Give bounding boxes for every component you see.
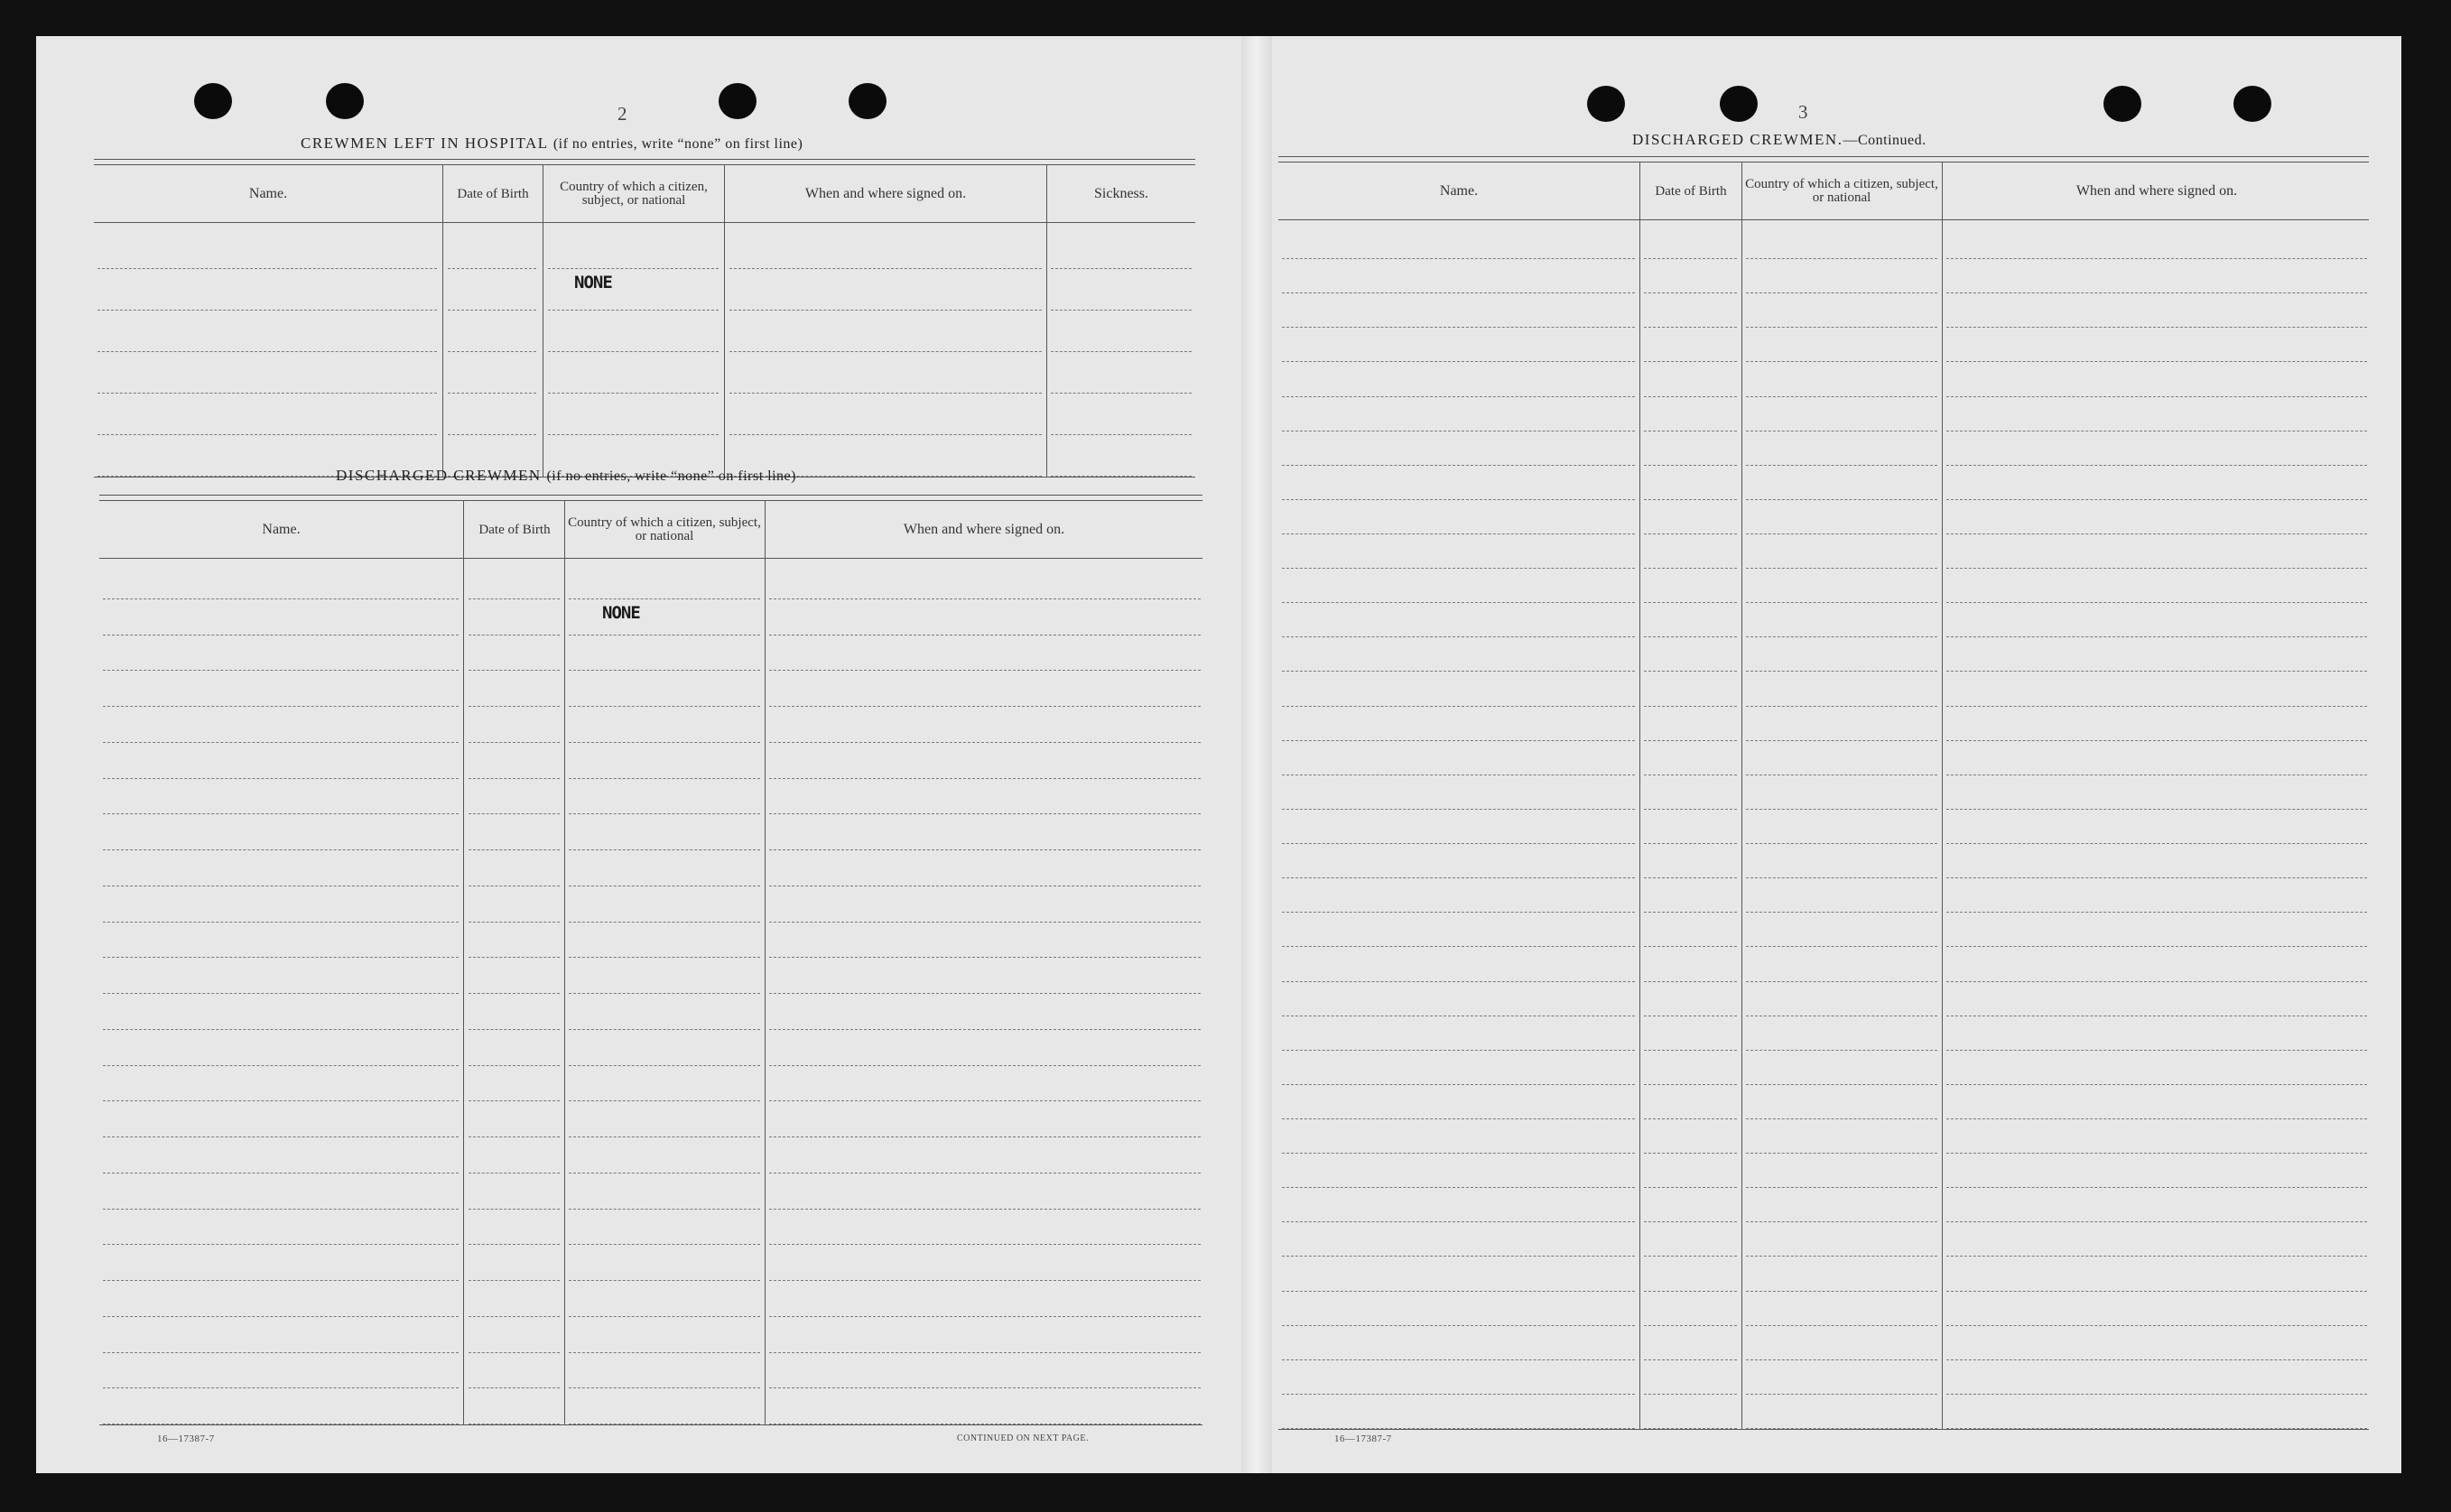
entry-row-line	[1051, 434, 1192, 435]
entry-row-line	[569, 957, 760, 958]
ledger-sheet	[36, 36, 2401, 1473]
entry-row-line	[1746, 1394, 1937, 1395]
entry-row-line	[1746, 327, 1937, 328]
entry-row-line	[103, 670, 459, 671]
entry-row-line	[1746, 706, 1937, 707]
entry-row-line	[448, 310, 536, 311]
hospital-section-title: CREWMEN LEFT IN HOSPITAL (if no entries, write “none” on first line)	[301, 135, 803, 152]
entry-row-line	[1946, 946, 2367, 947]
punch-hole	[2103, 86, 2141, 122]
entry-row-line	[1282, 1291, 1635, 1292]
entry-row-line	[469, 813, 560, 814]
entry-row-line	[569, 1100, 760, 1101]
entry-row-line	[1282, 912, 1635, 913]
entry-row-line	[1644, 740, 1737, 741]
entry-row-line	[97, 268, 437, 269]
entry-row-line	[1746, 258, 1937, 259]
punch-hole	[1587, 86, 1625, 122]
punch-hole	[849, 83, 887, 119]
entry-row-line	[1282, 1428, 1635, 1429]
col-header-name: Name.	[1439, 183, 1479, 199]
entry-row-line	[1946, 1256, 2367, 1257]
entry-row-line	[469, 1209, 560, 1210]
entry-row-line	[1644, 1256, 1737, 1257]
entry-row-line	[1746, 1187, 1937, 1188]
entry-row-line	[1282, 740, 1635, 741]
entry-row-line	[1282, 568, 1635, 569]
entry-row-line	[1644, 499, 1737, 500]
entry-row-line	[103, 598, 459, 599]
entry-row-line	[1282, 327, 1635, 328]
entry-row-line	[1946, 396, 2367, 397]
entry-row-line	[569, 1352, 760, 1353]
entry-row-line	[729, 393, 1042, 394]
entry-row-line	[97, 393, 437, 394]
entry-row-line	[1746, 533, 1937, 534]
entry-row-line	[97, 351, 437, 352]
entry-row-line	[1746, 1221, 1937, 1222]
entry-row-line	[469, 1280, 560, 1281]
entry-row-line	[1051, 393, 1192, 394]
entry-row-line	[103, 1280, 459, 1281]
entry-row-line	[469, 1352, 560, 1353]
discharged-table-left	[99, 495, 1202, 1426]
center-fold	[1241, 36, 1272, 1473]
entry-row-line	[729, 351, 1042, 352]
entry-row-line	[569, 1280, 760, 1281]
entry-row-line	[769, 813, 1201, 814]
entry-row-line	[1946, 1221, 2367, 1222]
none-stamp: NONE	[574, 273, 612, 292]
entry-row-line	[469, 1065, 560, 1066]
entry-row-line	[1746, 981, 1937, 982]
entry-row-line	[1282, 1256, 1635, 1257]
entry-row-line	[569, 706, 760, 707]
entry-row-line	[1946, 877, 2367, 878]
discharged-table-right	[1278, 156, 2369, 1431]
entry-row-line	[97, 434, 437, 435]
entry-row-line	[448, 393, 536, 394]
entry-row-line	[1946, 843, 2367, 844]
entry-row-line	[769, 849, 1201, 850]
entry-row-line	[469, 1244, 560, 1245]
col-header-sickness: Sickness.	[1094, 186, 1148, 201]
entry-row-line	[1644, 1153, 1737, 1154]
entry-row-line	[1282, 361, 1635, 362]
entry-row-line	[569, 778, 760, 779]
entry-row-line	[103, 778, 459, 779]
entry-row-line	[448, 434, 536, 435]
entry-row-line	[569, 1387, 760, 1388]
entry-row-line	[1746, 1050, 1937, 1051]
entry-row-line	[1644, 1325, 1737, 1326]
entry-row-line	[1946, 912, 2367, 913]
entry-row-line	[729, 268, 1042, 269]
entry-row-line	[1282, 258, 1635, 259]
entry-row-line	[103, 1100, 459, 1101]
entry-row-line	[1282, 706, 1635, 707]
entry-row-line	[1282, 671, 1635, 672]
entry-row-line	[1946, 292, 2367, 293]
entry-row-line	[1746, 465, 1937, 466]
entry-row-line	[1644, 568, 1737, 569]
entry-row-line	[1746, 361, 1937, 362]
entry-row-line	[448, 351, 536, 352]
col-header-name: Name.	[248, 186, 288, 201]
entry-row-line	[1644, 292, 1737, 293]
entry-row-line	[1946, 1187, 2367, 1188]
entry-row-line	[1746, 1256, 1937, 1257]
entry-row-line	[1946, 499, 2367, 500]
col-header-country: Country of which a citizen, subject, or national	[560, 180, 708, 208]
entry-row-line	[469, 922, 560, 923]
entry-row-line	[1282, 1084, 1635, 1085]
entry-row-line	[569, 813, 760, 814]
entry-row-line	[103, 1029, 459, 1030]
entry-row-line	[1946, 1050, 2367, 1051]
entry-row-line	[1282, 877, 1635, 878]
entry-row-line	[569, 993, 760, 994]
entry-row-line	[548, 310, 719, 311]
entry-row-line	[769, 1280, 1201, 1281]
entry-row-line	[1282, 1359, 1635, 1360]
col-header-signed-on: When and where signed on.	[804, 186, 967, 201]
entry-row-line	[1282, 1118, 1635, 1119]
entry-row-line	[1644, 465, 1737, 466]
entry-row-line	[103, 706, 459, 707]
entry-row-line	[548, 268, 719, 269]
entry-row-line	[1946, 671, 2367, 672]
entry-row-line	[769, 993, 1201, 994]
col-header-signed-on: When and where signed on.	[903, 522, 1065, 537]
entry-row-line	[548, 351, 719, 352]
entry-row-line	[769, 1244, 1201, 1245]
entry-row-line	[769, 1029, 1201, 1030]
entry-row-line	[1282, 636, 1635, 637]
entry-row-line	[469, 957, 560, 958]
entry-row-line	[1746, 809, 1937, 810]
entry-row-line	[1282, 809, 1635, 810]
entry-row-line	[1946, 981, 2367, 982]
entry-row-line	[769, 670, 1201, 671]
entry-row-line	[1746, 396, 1937, 397]
entry-row-line	[769, 1209, 1201, 1210]
col-header-date-of-birth: Date of Birth	[457, 186, 529, 201]
entry-row-line	[469, 993, 560, 994]
entry-row-line	[1644, 981, 1737, 982]
col-header-name: Name.	[262, 522, 301, 537]
col-header-country: Country of which a citizen, subject, or national	[1745, 177, 1938, 205]
entry-row-line	[103, 1352, 459, 1353]
entry-row-line	[1746, 671, 1937, 672]
entry-row-line	[1282, 602, 1635, 603]
entry-row-line	[103, 1387, 459, 1388]
entry-row-line	[1644, 1084, 1737, 1085]
hospital-table	[94, 159, 1195, 482]
entry-row-line	[1282, 981, 1635, 982]
entry-row-line	[569, 1209, 760, 1210]
entry-row-line	[1644, 361, 1737, 362]
entry-row-line	[1282, 465, 1635, 466]
entry-row-line	[1946, 327, 2367, 328]
entry-row-line	[1051, 476, 1192, 477]
punch-hole	[326, 83, 364, 119]
page-number-left: 2	[617, 103, 627, 125]
entry-row-line	[1644, 1428, 1737, 1429]
entry-row-line	[1644, 602, 1737, 603]
entry-row-line	[1946, 636, 2367, 637]
entry-row-line	[1746, 1325, 1937, 1326]
entry-row-line	[569, 1136, 760, 1137]
discharged-section-title: DISCHARGED CREWMEN (if no entries, write “none” on first line)	[336, 467, 796, 484]
entry-row-line	[1746, 1118, 1937, 1119]
entry-row-line	[1946, 1291, 2367, 1292]
entry-row-line	[103, 922, 459, 923]
none-stamp: NONE	[602, 603, 640, 623]
entry-row-line	[1946, 465, 2367, 466]
entry-row-line	[1946, 1359, 2367, 1360]
discharged-continued-title: DISCHARGED CREWMEN.—Continued.	[1632, 131, 1926, 148]
entry-row-line	[469, 1136, 560, 1137]
entry-row-line	[1946, 1325, 2367, 1326]
entry-row-line	[103, 1209, 459, 1210]
entry-row-line	[1282, 1221, 1635, 1222]
entry-row-line	[103, 1316, 459, 1317]
entry-row-line	[469, 1100, 560, 1101]
entry-row-line	[769, 922, 1201, 923]
entry-row-line	[469, 742, 560, 743]
entry-row-line	[1746, 946, 1937, 947]
entry-row-line	[769, 1352, 1201, 1353]
entry-row-line	[1282, 499, 1635, 500]
entry-row-line	[569, 1065, 760, 1066]
entry-row-line	[1946, 361, 2367, 362]
entry-row-line	[1946, 1118, 2367, 1119]
entry-row-line	[1746, 1291, 1937, 1292]
col-header-country: Country of which a citizen, subject, or national	[568, 515, 761, 543]
entry-row-line	[1746, 1084, 1937, 1085]
entry-row-line	[1746, 1428, 1937, 1429]
entry-row-line	[569, 849, 760, 850]
entry-row-line	[1644, 1187, 1737, 1188]
entry-row-line	[1282, 843, 1635, 844]
entry-row-line	[1644, 1394, 1737, 1395]
entry-row-line	[1746, 602, 1937, 603]
entry-row-line	[103, 993, 459, 994]
entry-row-line	[1946, 1394, 2367, 1395]
entry-row-line	[569, 922, 760, 923]
entry-row-line	[769, 1316, 1201, 1317]
entry-row-line	[1644, 1221, 1737, 1222]
entry-row-line	[97, 310, 437, 311]
col-header-signed-on: When and where signed on.	[2075, 183, 2238, 199]
entry-row-line	[1946, 706, 2367, 707]
entry-row-line	[1051, 351, 1192, 352]
entry-row-line	[103, 957, 459, 958]
entry-row-line	[769, 598, 1201, 599]
entry-row-line	[1946, 1428, 2367, 1429]
entry-row-line	[469, 1029, 560, 1030]
entry-row-line	[1282, 292, 1635, 293]
entry-row-line	[103, 849, 459, 850]
punch-hole	[194, 83, 232, 119]
entry-row-line	[103, 742, 459, 743]
entry-row-line	[469, 670, 560, 671]
entry-row-line	[1644, 1050, 1737, 1051]
entry-row-line	[569, 670, 760, 671]
entry-row-line	[1644, 809, 1737, 810]
entry-row-line	[769, 957, 1201, 958]
entry-row-line	[448, 268, 536, 269]
entry-row-line	[1746, 740, 1937, 741]
entry-row-line	[469, 1387, 560, 1388]
entry-row-line	[569, 742, 760, 743]
entry-row-line	[729, 310, 1042, 311]
punch-hole	[1720, 86, 1758, 122]
entry-row-line	[1282, 396, 1635, 397]
entry-row-line	[769, 1387, 1201, 1388]
entry-row-line	[1644, 327, 1737, 328]
entry-row-line	[1282, 1187, 1635, 1188]
entry-row-line	[469, 778, 560, 779]
entry-row-line	[569, 598, 760, 599]
entry-row-line	[1282, 1325, 1635, 1326]
entry-row-line	[103, 1244, 459, 1245]
entry-row-line	[103, 1136, 459, 1137]
entry-row-line	[103, 1065, 459, 1066]
entry-row-line	[1282, 1153, 1635, 1154]
entry-row-line	[1946, 568, 2367, 569]
entry-row-line	[1051, 268, 1192, 269]
entry-row-line	[1644, 877, 1737, 878]
entry-row-line	[729, 434, 1042, 435]
entry-row-line	[1946, 533, 2367, 534]
punch-hole	[2233, 86, 2271, 122]
entry-row-line	[569, 1244, 760, 1245]
entry-row-line	[1746, 912, 1937, 913]
entry-row-line	[1644, 946, 1737, 947]
entry-row-line	[1282, 1050, 1635, 1051]
entry-row-line	[1282, 946, 1635, 947]
entry-row-line	[469, 849, 560, 850]
entry-row-line	[1746, 499, 1937, 500]
entry-row-line	[569, 1316, 760, 1317]
entry-row-line	[1644, 671, 1737, 672]
entry-row-line	[469, 706, 560, 707]
entry-row-line	[1746, 1153, 1937, 1154]
entry-row-line	[1282, 533, 1635, 534]
entry-row-line	[548, 393, 719, 394]
entry-row-line	[1746, 636, 1937, 637]
entry-row-line	[1051, 310, 1192, 311]
entry-row-line	[1946, 740, 2367, 741]
entry-row-line	[469, 1316, 560, 1317]
entry-row-line	[769, 1065, 1201, 1066]
entry-row-line	[769, 1136, 1201, 1137]
form-number-left: 16—17387-7	[157, 1433, 215, 1444]
entry-row-line	[1746, 292, 1937, 293]
entry-row-line	[1644, 1291, 1737, 1292]
entry-row-line	[1644, 1359, 1737, 1360]
col-header-date-of-birth: Date of Birth	[478, 522, 551, 537]
entry-row-line	[1644, 533, 1737, 534]
entry-row-line	[1644, 1118, 1737, 1119]
entry-row-line	[103, 813, 459, 814]
entry-row-line	[1644, 396, 1737, 397]
entry-row-line	[1746, 1359, 1937, 1360]
continued-note: CONTINUED ON NEXT PAGE.	[957, 1433, 1089, 1443]
entry-row-line	[1746, 568, 1937, 569]
entry-row-line	[1644, 258, 1737, 259]
entry-row-line	[1946, 602, 2367, 603]
entry-row-line	[769, 778, 1201, 779]
entry-row-line	[769, 706, 1201, 707]
entry-row-line	[1282, 1394, 1635, 1395]
entry-row-line	[1746, 843, 1937, 844]
entry-row-line	[1946, 1084, 2367, 1085]
entry-row-line	[1746, 877, 1937, 878]
entry-row-line	[1946, 1153, 2367, 1154]
entry-row-line	[769, 742, 1201, 743]
page-number-right: 3	[1798, 101, 1808, 123]
col-header-date-of-birth: Date of Birth	[1655, 183, 1727, 199]
entry-row-line	[1946, 258, 2367, 259]
entry-row-line	[1946, 809, 2367, 810]
entry-row-line	[1644, 912, 1737, 913]
entry-row-line	[1644, 636, 1737, 637]
entry-row-line	[569, 1029, 760, 1030]
entry-row-line	[769, 1100, 1201, 1101]
punch-hole	[719, 83, 757, 119]
entry-row-line	[1644, 843, 1737, 844]
entry-row-line	[548, 434, 719, 435]
entry-row-line	[1644, 706, 1737, 707]
form-number-right: 16—17387-7	[1334, 1433, 1392, 1444]
entry-row-line	[469, 598, 560, 599]
